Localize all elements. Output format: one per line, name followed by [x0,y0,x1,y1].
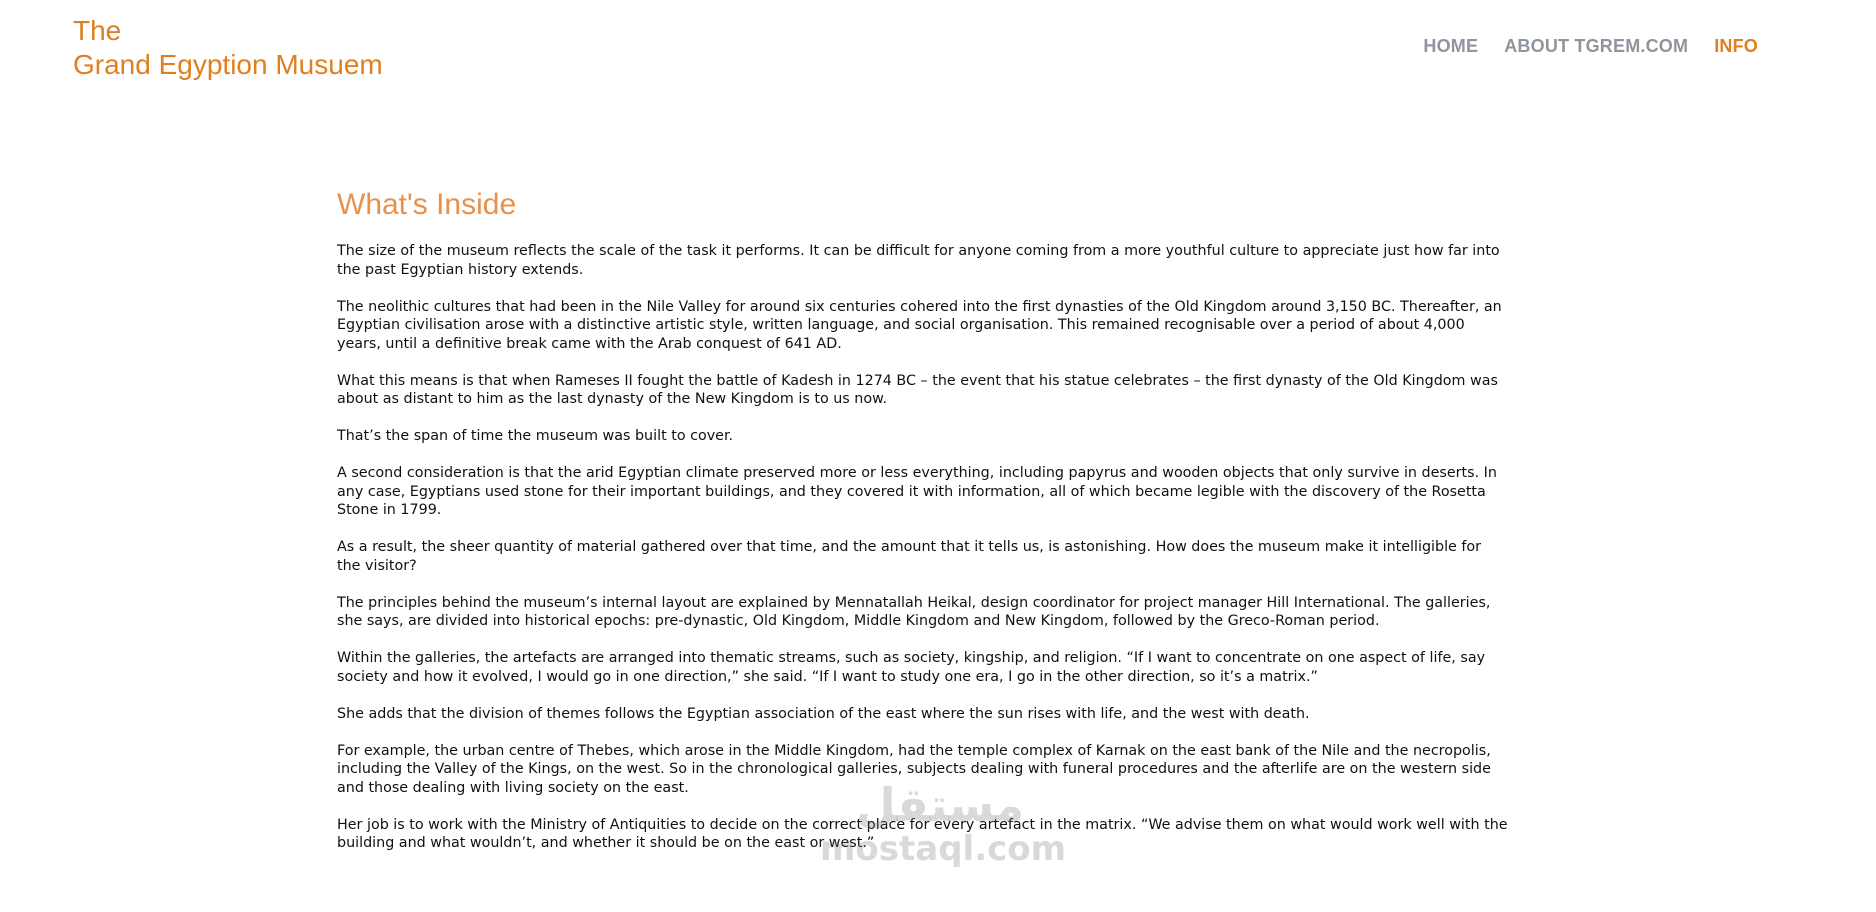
site-logo[interactable] [73,14,383,82]
nav-about-link[interactable]: ABOUT TGREM.COM [1504,36,1689,56]
article-paragraph: The neolithic cultures that had been in the Nile Valley for around six centuries cohered into the first dynasties of the Old Kingdom around 3,150 BC. Thereafter, an Egyptian civilisation arose with a distinctive artistic style, written language, and social organisation. This remained recognisable over a period of about 4,000 years, until a definitive break came with the Arab conquest of 641 AD. [337,298,1502,352]
nav-home-link[interactable]: HOME [1423,36,1479,56]
article-paragraph: For example, the urban centre of Thebes, which arose in the Middle Kingdom, had the temple complex of Karnak on the east bank of the Nile and the necropolis, including the Valley of the Kings, on the west. So in the chronological galleries, subjects dealing with funeral procedures and the afterlife are on the western side and those dealing with living society on the east. [337,742,1491,796]
article-paragraph: Within the galleries, the artefacts are arranged into thematic streams, such as society, kingship, and religion. “If I want to concentrate on one aspect of life, say society and how it evolved, I would go in one direction,” she said. “If I want to study one era, I go in the other direction, so it’s a matrix.” [337,650,1486,685]
article-paragraph: The size of the museum reflects the scale of the task it performs. It can be difficult for anyone coming from a more youthful culture to appreciate just how far into the past Egyptian history extends. [337,243,1500,278]
article-paragraph: The principles behind the museum’s internal layout are explained by Mennatallah Heikal, design coordinator for project manager Hill International. The galleries, she says, are divided into historical epochs: pre-dynastic, Old Kingdom, Middle Kingdom and New Kingdom, followed by the Greco-Roman period. [337,594,1491,629]
article-title: What's Inside [337,188,517,221]
article-paragraph: A second consideration is that the arid Egyptian climate preserved more or less everything, including papyrus and wooden objects that only survive in deserts. In any case, Egyptians used stone for their important buildings, and they covered it with information, all of which became legible with the discovery of the Rosetta Stone in 1799. [337,465,1497,518]
article-paragraph: That’s the span of time the museum was built to cover. [337,428,734,444]
nav-info-link[interactable]: INFO [1714,36,1758,56]
watermark-latin: mostaql.com [820,829,1067,869]
article-paragraph: What this means is that when Rameses II fought the battle of Kadesh in 1274 BC – the event that his statue celebrates – the first dynasty of the Old Kingdom was about as distant to him as the last dynasty of the New Kingdom is to us now. [337,372,1498,407]
article-paragraph: Her job is to work with the Ministry of Antiquities to decide on the correct place for every artefact in the matrix. “We advise them on what would work well with the building and what wouldn’t, and whether it should be on the east or west.” [337,816,1508,851]
top-nav [1423,36,1758,57]
brand-line-2: Grand Egyption Musuem [73,49,383,80]
article [337,186,1509,871]
watermark-arabic: مستقل [855,778,1025,832]
article-paragraph: She adds that the division of themes follows the Egyptian association of the east where the sun rises with life, and the west with death. [337,705,1310,722]
brand-line-1: The [73,15,122,46]
article-paragraph: As a result, the sheer quantity of material gathered over that time, and the amount that it tells us, is astonishing. How does the museum make it intelligible for the visitor? [337,539,1482,574]
